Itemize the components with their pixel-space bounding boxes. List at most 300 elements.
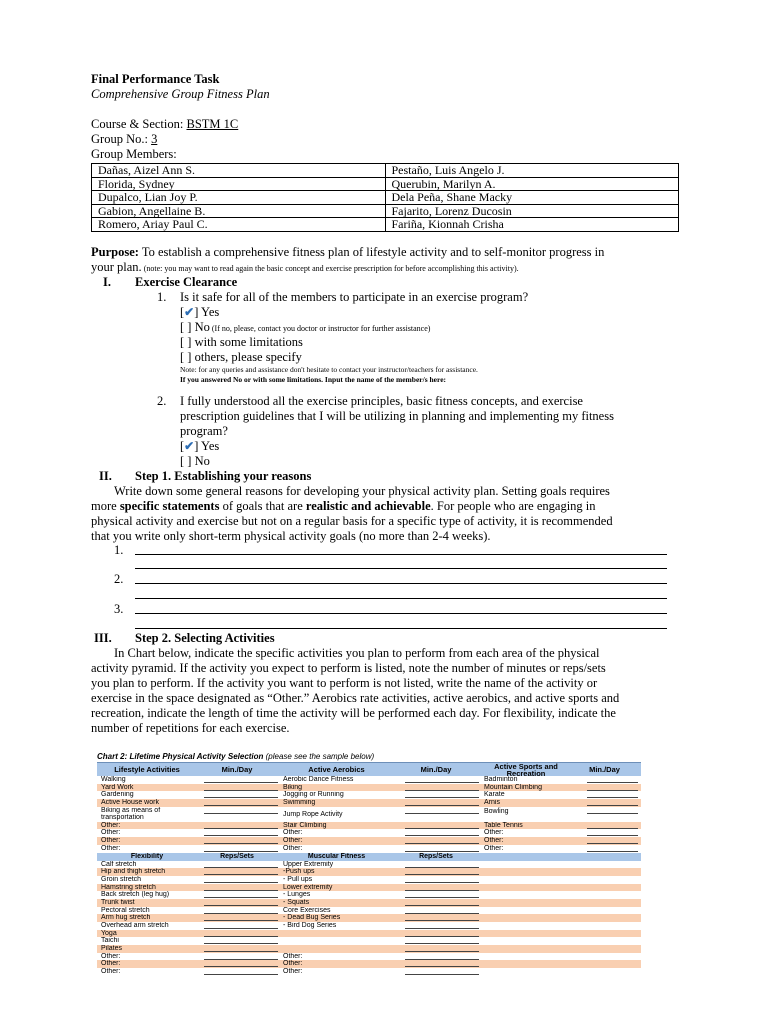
chart-title: Chart 2: Lifetime Physical Activity Selection xyxy=(97,752,264,761)
goal-number-1: 1. xyxy=(114,543,124,557)
flexibility-cell: Trunk twist xyxy=(101,898,135,906)
entry-field[interactable] xyxy=(201,899,281,907)
entry-field[interactable] xyxy=(402,899,482,907)
member-cell: Dupalco, Lian Joy P. xyxy=(92,191,386,205)
entry-field[interactable] xyxy=(584,799,641,807)
entry-field[interactable] xyxy=(402,845,482,853)
member-cell: Pestaño, Luis Angelo J. xyxy=(385,164,679,178)
activity-cell: Other: xyxy=(101,829,121,837)
group-value: 3 xyxy=(151,132,158,146)
section3-p1: In Chart below, indicate the specific activities you plan to perform from each area of the physical xyxy=(114,646,600,660)
section1-numeral: I. xyxy=(103,275,111,289)
table-row xyxy=(97,837,641,845)
entry-field[interactable] xyxy=(584,776,641,784)
entry-line xyxy=(405,884,479,891)
table-row xyxy=(92,191,679,205)
entry-field[interactable] xyxy=(402,891,482,899)
member-cell: Gabion, Angellaine B. xyxy=(92,204,386,218)
purpose-text: To establish a comprehensive fitness plan of lifestyle activity and to self-monitor progress in xyxy=(138,245,605,259)
muscular-cell: Upper Extremity xyxy=(283,860,334,868)
goal-number-3: 3. xyxy=(114,602,124,616)
entry-field[interactable] xyxy=(201,914,281,922)
activity-cell: Other: xyxy=(283,829,303,837)
entry-field[interactable] xyxy=(402,791,482,799)
q1-no-option[interactable] xyxy=(180,320,430,335)
section3-numeral: III. xyxy=(94,631,112,645)
purpose-note: (note: you may want to read again the basic concept and exercise prescription for before accomplishing this activity). xyxy=(141,264,519,273)
entry-line xyxy=(204,807,278,814)
entry-field[interactable] xyxy=(402,922,482,930)
doc-title: Final Performance Task xyxy=(91,72,220,86)
muscular-cell: Other: xyxy=(283,952,303,960)
entry-field[interactable] xyxy=(402,945,482,953)
entry-field[interactable] xyxy=(402,837,482,845)
table-row xyxy=(97,845,641,853)
goal-input-1a[interactable] xyxy=(135,554,667,555)
entry-line xyxy=(204,861,278,868)
members-table xyxy=(91,163,679,232)
col-header: Min./Day xyxy=(420,765,452,774)
entry-line xyxy=(587,776,638,783)
entry-field[interactable] xyxy=(402,807,482,822)
check-icon: ✔ xyxy=(184,439,195,453)
table-row xyxy=(97,914,641,922)
q2-line2: prescription guidelines that I will be utilizing in planning and implementing my fitness xyxy=(180,409,614,423)
col-header: Flexibility xyxy=(130,853,164,860)
goal-input-3b[interactable] xyxy=(135,628,667,629)
section3-p3: you plan to perform. If the activity you want to perform is not listed, write the name of the activity or xyxy=(91,676,598,690)
table-row xyxy=(97,829,641,837)
flexibility-cell: Overhead arm stretch xyxy=(101,922,169,929)
empty-cell xyxy=(584,968,641,976)
flexibility-cell: Other: xyxy=(101,960,121,968)
empty-cell xyxy=(482,884,584,892)
entry-line xyxy=(405,960,479,967)
entry-line xyxy=(587,845,638,852)
flexibility-cell: Calf stretch xyxy=(101,860,137,868)
entry-field[interactable] xyxy=(402,937,482,945)
check-icon: ✔ xyxy=(184,305,195,319)
entry-field[interactable] xyxy=(402,953,482,961)
activity-cell: Other: xyxy=(101,837,121,845)
empty-cell xyxy=(482,960,584,968)
empty-cell xyxy=(482,930,584,938)
entry-field[interactable] xyxy=(201,876,281,884)
entry-line xyxy=(204,953,278,960)
entry-line xyxy=(405,829,479,836)
course-label: Course & Section: xyxy=(91,117,187,131)
entry-field[interactable] xyxy=(402,884,482,892)
entry-line xyxy=(587,807,638,814)
activity-cell: Karate xyxy=(484,791,505,799)
q2-number: 2. xyxy=(157,394,167,408)
col-header: Muscular Fitness xyxy=(307,853,366,860)
q1-no-note: (If no, please, contact you doctor or instructor for further assistance) xyxy=(209,324,431,333)
entry-line xyxy=(204,930,278,937)
activity-cell: Swimming xyxy=(283,799,316,807)
entry-field[interactable] xyxy=(402,799,482,807)
entry-field[interactable] xyxy=(584,807,641,822)
empty-cell xyxy=(482,968,584,976)
activity-cell: Badminton xyxy=(484,776,518,783)
section2-p1: Write down some general reasons for developing your physical activity plan. Setting goals requires xyxy=(114,484,610,498)
entry-field[interactable] xyxy=(402,784,482,792)
empty-cell xyxy=(584,945,641,953)
entry-line xyxy=(204,899,278,906)
entry-field[interactable] xyxy=(402,930,482,938)
entry-field[interactable] xyxy=(201,968,281,976)
table-row xyxy=(97,861,641,869)
empty-cell xyxy=(482,907,584,915)
section2-p2 xyxy=(91,499,596,514)
empty-cell xyxy=(482,953,584,961)
section2-numeral: II. xyxy=(99,469,112,483)
col-header: Reps/Sets xyxy=(419,853,453,860)
empty-cell xyxy=(482,876,584,884)
entry-line xyxy=(204,784,278,791)
member-cell: Romero, Ariay Paul C. xyxy=(92,218,386,232)
section3-p4: exercise in the space designated as “Other.” Aerobics rate activities, active aerobics, and active sports and xyxy=(91,691,620,705)
q1-others-option[interactable]: [ ] others, please specify xyxy=(180,350,302,364)
entry-field[interactable] xyxy=(584,829,641,837)
table-row xyxy=(97,937,641,945)
entry-line xyxy=(405,899,479,906)
entry-line xyxy=(204,914,278,921)
entry-field[interactable] xyxy=(402,776,482,784)
entry-line xyxy=(204,876,278,883)
activity-chart xyxy=(97,752,641,976)
entry-line xyxy=(405,784,479,791)
activity-cell: Arnis xyxy=(484,799,500,807)
q2-yes-checkbox[interactable]: [✔] Yes xyxy=(180,439,220,453)
table-row xyxy=(97,922,641,930)
activity-cell: Other: xyxy=(484,844,504,852)
entry-field[interactable] xyxy=(402,829,482,837)
entry-field[interactable] xyxy=(402,914,482,922)
entry-line xyxy=(405,876,479,883)
muscular-cell: - Bird Dog Series xyxy=(283,922,337,929)
entry-line xyxy=(405,837,479,844)
muscular-cell xyxy=(281,930,402,938)
entry-field[interactable] xyxy=(201,884,281,892)
entry-field[interactable] xyxy=(201,845,281,853)
p2e: . For people who are engaging in xyxy=(430,499,596,513)
table-row xyxy=(92,218,679,232)
entry-line xyxy=(405,922,479,929)
entry-field[interactable] xyxy=(201,776,281,784)
chart-rows-activities xyxy=(97,776,641,853)
entry-line xyxy=(405,845,479,852)
table-row xyxy=(97,784,641,792)
activity-cell: Other: xyxy=(101,821,121,829)
table-row xyxy=(97,960,641,968)
q2-line3: program? xyxy=(180,424,228,438)
entry-line xyxy=(405,822,479,829)
entry-field[interactable] xyxy=(584,784,641,792)
q1-text: Is it safe for all of the members to participate in an exercise program? xyxy=(180,290,529,304)
entry-line xyxy=(405,799,479,806)
entry-field[interactable] xyxy=(584,791,641,799)
doc-subtitle: Comprehensive Group Fitness Plan xyxy=(91,87,270,101)
entry-line xyxy=(405,891,479,898)
activity-cell: Yard Work xyxy=(101,783,134,791)
entry-field[interactable] xyxy=(201,799,281,807)
entry-line xyxy=(405,861,479,868)
entry-line xyxy=(204,968,278,975)
empty-cell xyxy=(482,914,584,922)
entry-line xyxy=(587,822,638,829)
entry-line xyxy=(405,907,479,914)
q1-no-label: [ ] No xyxy=(180,320,210,334)
entry-line xyxy=(587,837,638,844)
q1-note-bold: If you answered No or with some limitations. Input the name of the member/s here: xyxy=(180,375,447,384)
entry-line xyxy=(204,937,278,944)
activity-cell: Jump Rope Activity xyxy=(283,810,343,818)
member-cell: Dela Peña, Shane Macky xyxy=(385,191,679,205)
goal-input-2a[interactable] xyxy=(135,583,667,584)
group-label: Group No.: xyxy=(91,132,152,146)
entry-line xyxy=(405,914,479,921)
table-row xyxy=(97,868,641,876)
purpose-text2: your plan. xyxy=(91,260,142,274)
flexibility-cell: Other: xyxy=(101,952,121,960)
activity-cell: Mountain Climbing xyxy=(484,783,542,791)
flexibility-cell: Arm hug stretch xyxy=(101,914,151,922)
entry-line xyxy=(405,807,479,814)
entry-field[interactable] xyxy=(201,945,281,953)
muscular-cell: - Squats xyxy=(283,898,310,906)
table-row xyxy=(97,899,641,907)
muscular-cell xyxy=(281,945,402,953)
entry-field[interactable] xyxy=(201,937,281,945)
empty-cell xyxy=(584,930,641,938)
empty-cell xyxy=(482,945,584,953)
entry-line xyxy=(204,845,278,852)
entry-line xyxy=(204,868,278,875)
table-row xyxy=(97,907,641,915)
member-cell: Fajarito, Lorenz Ducosin xyxy=(385,204,679,218)
section3-p2: activity pyramid. If the activity you expect to perform is listed, note the number of minutes or reps/sets xyxy=(91,661,606,675)
entry-field[interactable] xyxy=(402,960,482,968)
table-row xyxy=(97,930,641,938)
table-row xyxy=(97,807,641,822)
member-cell: Querubin, Marilyn A. xyxy=(385,177,679,191)
entry-field[interactable] xyxy=(201,868,281,876)
entry-line xyxy=(204,884,278,891)
entry-field[interactable] xyxy=(201,922,281,930)
entry-field[interactable] xyxy=(201,837,281,845)
table-row xyxy=(97,953,641,961)
activity-cell: Stair Climbing xyxy=(283,821,327,829)
activity-cell: Biking as means of transportation xyxy=(101,806,161,821)
section3-p6: number of repetitions for each exercise. xyxy=(91,721,290,735)
member-cell: Florida, Sydney xyxy=(92,177,386,191)
entry-field[interactable] xyxy=(402,822,482,830)
table-row xyxy=(97,876,641,884)
muscular-cell: Lower extremity xyxy=(283,883,333,891)
activity-cell: Other: xyxy=(101,844,121,852)
table-row xyxy=(97,884,641,892)
group-number xyxy=(91,132,157,147)
empty-cell xyxy=(584,884,641,892)
empty-cell xyxy=(482,868,584,876)
section2-title: Step 1. Establishing your reasons xyxy=(135,469,312,483)
activity-cell: Table Tennis xyxy=(484,821,523,829)
entry-line xyxy=(204,822,278,829)
q2-no-checkbox[interactable]: [ ] No xyxy=(180,454,210,468)
course-section xyxy=(91,117,238,132)
muscular-cell xyxy=(281,937,402,945)
empty-cell xyxy=(584,861,641,869)
table-row xyxy=(97,776,641,784)
activity-cell: Other: xyxy=(283,837,303,845)
p2c: of goals that are xyxy=(219,499,306,513)
entry-field[interactable] xyxy=(402,907,482,915)
entry-field[interactable] xyxy=(402,968,482,976)
entry-line xyxy=(204,791,278,798)
entry-line xyxy=(204,907,278,914)
flexibility-cell: Back stretch (leg hug) xyxy=(101,891,170,899)
empty-cell xyxy=(584,914,641,922)
chart-header-row-2 xyxy=(97,853,641,861)
chart-header-row xyxy=(97,762,641,776)
empty-cell xyxy=(482,937,584,945)
table-row xyxy=(92,204,679,218)
entry-field[interactable] xyxy=(201,822,281,830)
entry-field[interactable] xyxy=(201,891,281,899)
entry-field[interactable] xyxy=(201,791,281,799)
section2-p3: physical activity and exercise but not on a regular basis for a specific type of activity, it is recommended xyxy=(91,514,613,528)
empty-cell xyxy=(584,907,641,915)
entry-line xyxy=(204,922,278,929)
p2d: realistic and achievable xyxy=(305,499,431,513)
muscular-cell: Other: xyxy=(283,968,303,976)
empty-cell xyxy=(584,922,641,930)
table-row xyxy=(92,164,679,178)
q1-note: Note: for any queries and assistance don't hesitate to contact your instructor/teachers for assistance. xyxy=(180,365,478,374)
q1-yes-checkbox[interactable]: [✔] Yes xyxy=(180,305,220,319)
chart-title-line xyxy=(97,752,641,762)
section1-title: Exercise Clearance xyxy=(135,275,238,289)
muscular-cell: Other: xyxy=(283,960,303,968)
q1-limitations-option[interactable]: [ ] with some limitations xyxy=(180,335,303,349)
entry-field[interactable] xyxy=(584,822,641,830)
entry-line xyxy=(587,799,638,806)
entry-line xyxy=(405,776,479,783)
activity-cell: Gardening xyxy=(101,791,134,799)
activity-cell: Biking xyxy=(283,783,303,791)
entry-line xyxy=(405,945,479,952)
entry-line xyxy=(204,891,278,898)
entry-field[interactable] xyxy=(402,861,482,869)
col-header: Active Sports and Recreation xyxy=(494,762,558,777)
activity-cell: Jogging or Running xyxy=(283,791,344,799)
activity-cell: Walking xyxy=(101,776,126,783)
flexibility-cell: Pilates xyxy=(101,945,123,953)
flexibility-cell: Groin stretch xyxy=(101,875,142,883)
purpose-label: Purpose: xyxy=(91,245,139,259)
entry-field[interactable] xyxy=(201,907,281,915)
activity-cell: Other: xyxy=(283,844,303,852)
empty-cell xyxy=(482,922,584,930)
table-row xyxy=(97,968,641,976)
table-row xyxy=(97,891,641,899)
entry-line xyxy=(204,960,278,967)
p2b: specific statements xyxy=(119,499,220,513)
entry-line xyxy=(587,784,638,791)
col-header: Min./Day xyxy=(221,765,253,774)
entry-line xyxy=(405,791,479,798)
goal-number-2: 2. xyxy=(114,572,124,586)
empty-cell xyxy=(584,953,641,961)
course-value: BSTM 1C xyxy=(186,117,239,131)
activity-cell: Active House work xyxy=(101,799,159,807)
entry-line xyxy=(405,968,479,975)
entry-line xyxy=(587,791,638,798)
activity-cell: Bowling xyxy=(484,807,509,815)
table-row xyxy=(97,822,641,830)
empty-cell xyxy=(584,960,641,968)
q1-number: 1. xyxy=(157,290,167,304)
purpose-line1 xyxy=(91,245,604,260)
entry-field[interactable] xyxy=(201,930,281,938)
empty-cell xyxy=(584,876,641,884)
entry-field[interactable] xyxy=(201,861,281,869)
entry-field[interactable] xyxy=(402,876,482,884)
flexibility-cell: Taichi xyxy=(101,937,119,945)
chart-title-note: (please see the sample below) xyxy=(263,752,375,761)
entry-line xyxy=(405,930,479,937)
entry-line xyxy=(204,829,278,836)
entry-field[interactable] xyxy=(201,784,281,792)
entry-field[interactable] xyxy=(201,953,281,961)
entry-line xyxy=(405,868,479,875)
section2-p4: that you write only short-term physical activity goals (no more than 2-4 weeks). xyxy=(91,529,491,543)
activity-cell: Other: xyxy=(484,829,504,837)
entry-line xyxy=(204,799,278,806)
muscular-cell: -Push ups xyxy=(283,868,315,876)
goal-input-1b[interactable] xyxy=(135,568,667,569)
empty-cell xyxy=(584,937,641,945)
activity-cell: Aerobic Dance Fitness xyxy=(283,776,354,783)
flexibility-cell: Pectoral stretch xyxy=(101,906,150,914)
entry-field[interactable] xyxy=(201,960,281,968)
goal-input-3a[interactable] xyxy=(135,613,667,614)
entry-line xyxy=(405,937,479,944)
activity-cell: Other: xyxy=(484,837,504,845)
goal-input-2b[interactable] xyxy=(135,598,667,599)
entry-field[interactable] xyxy=(402,868,482,876)
entry-field[interactable] xyxy=(584,845,641,853)
col-header: Min./Day xyxy=(589,765,620,774)
empty-cell xyxy=(584,899,641,907)
entry-field[interactable] xyxy=(201,807,281,822)
section3-p5: recreation, indicate the length of time the activity will be performed each day. For flexibility, indicate the xyxy=(91,706,616,720)
entry-line xyxy=(587,829,638,836)
empty-cell xyxy=(482,891,584,899)
table-row xyxy=(92,177,679,191)
empty-cell xyxy=(584,891,641,899)
entry-line xyxy=(204,945,278,952)
entry-field[interactable] xyxy=(584,837,641,845)
table-row xyxy=(97,791,641,799)
table-row xyxy=(97,945,641,953)
entry-line xyxy=(204,837,278,844)
col-header: Reps/Sets xyxy=(220,853,254,860)
entry-field[interactable] xyxy=(201,829,281,837)
flexibility-cell: Other: xyxy=(101,968,121,976)
empty-cell xyxy=(584,868,641,876)
